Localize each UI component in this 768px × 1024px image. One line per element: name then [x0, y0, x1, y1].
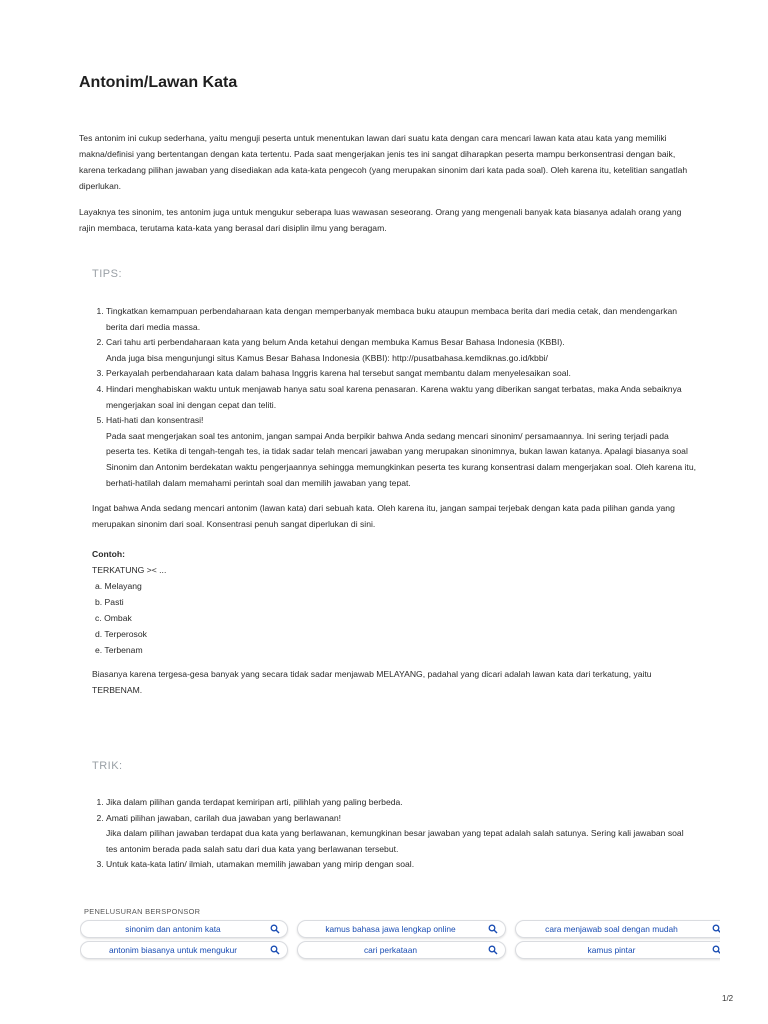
trik-item-text: Jika dalam pilihan ganda terdapat kemiripan arti, pilihlah yang paling berbeda.: [106, 797, 403, 807]
sponsored-chip-label: cara menjawab soal dengan mudah: [545, 924, 678, 934]
trik-item-text: Amati pilihan jawaban, carilah dua jawaban yang berlawanan!: [106, 812, 342, 823]
sponsored-search-label: PENELUSURAN BERSPONSOR: [84, 907, 201, 916]
example-options: [92, 578, 682, 658]
trik-label: TRIK:: [92, 760, 123, 772]
search-icon: [270, 945, 280, 955]
tips-item: [106, 366, 696, 382]
trik-item-extra: Jika dalam pilihan jawaban terdapat dua kata yang berlawanan, kemungkinan besar jawaban yang tepat adalah salah satunya. Sering kali jawaban soal tes antonim berada pada salah satu dari dua kata yang berlawanan tersebut.: [106, 828, 684, 854]
sponsored-chip[interactable]: [515, 920, 720, 938]
page-number: 1/2: [722, 994, 734, 1003]
intro-paragraph-1: Tes antonim ini cukup sederhana, yaitu menguji peserta untuk menentukan lawan dari suatu kata dengan cara mencari lawan kata atau kata yang memiliki makna/definisi yang bertentangan dengan kata tertentu. Pada saat mengerjakan jenis tes ini sangat diharapkan peserta mampu berkonsentrasi dengan baik, karena terkadang pilihan jawaban yang disediakan ada kata-kata pengecoh (yang merupakan sinonim dari kata pada soal). Oleh karena itu, ketelitian sangatlah diperlukan.: [79, 133, 688, 191]
example-question: TERKATUNG >< ...: [92, 565, 167, 575]
trik-item: [106, 857, 696, 873]
page-title: Antonim/Lawan Kata: [79, 74, 238, 91]
search-icon: [712, 924, 720, 934]
tips-item-text: Cari tahu arti perbendaharaan kata yang belum Anda ketahui dengan membuka Kamus Besar Bahasa Indonesia (KBBI).: [106, 337, 565, 348]
example-option: c. Ombak: [95, 613, 132, 623]
example-option: a. Melayang: [95, 581, 142, 591]
tips-item-text: Hindari menghabiskan waktu untuk menjawab hanya satu soal karena penasaran. Karena waktu yang diberikan sangat terbatas, maka Anda sebaiknya mengerjakan soal ini dengan cepat dan teliti.: [106, 383, 682, 410]
sponsored-chip-label: kamus pintar: [587, 945, 636, 955]
search-icon: [270, 924, 280, 934]
example-option: b. Pasti: [95, 597, 124, 607]
trik-item: [106, 811, 696, 858]
tips-note: Ingat bahwa Anda sedang mencari antonim (lawan kata) dari sebuah kata. Oleh karena itu, jangan sampai terjebak dengan kata pada pilihan ganda yang merupakan sinonim dari soal. Konsentrasi penuh sangat diperlukan di sini.: [92, 503, 675, 529]
tips-label: TIPS:: [92, 268, 123, 280]
example-title: Contoh:: [92, 549, 125, 559]
search-icon: [712, 945, 720, 955]
tips-item: [106, 335, 696, 366]
trik-list: [92, 795, 696, 873]
tips-list: [92, 304, 696, 491]
search-icon: [488, 924, 498, 934]
sponsored-search-chips: [80, 918, 720, 962]
example-explanation: Biasanya karena tergesa-gesa banyak yang secara tidak sadar menjawab MELAYANG, padahal yang dicari adalah lawan kata dari terkatung, yaitu TERBENAM.: [92, 669, 652, 695]
sponsored-chip[interactable]: [80, 941, 288, 959]
sponsored-chip-label: sinonim dan antonim kata: [125, 924, 221, 934]
sponsored-chip[interactable]: [515, 941, 720, 959]
tips-item: [106, 304, 696, 335]
intro-paragraph-2: Layaknya tes sinonim, tes antonim juga untuk mengukur seberapa luas wawasan seseorang. Orang yang mengenali banyak kata biasanya adalah orang yang rajin membaca, terutama kata-kata yang berasal dari disiplin ilmu yang beragam.: [79, 207, 682, 233]
example-block: [92, 546, 682, 658]
trik-item-text: Untuk kata-kata latin/ ilmiah, utamakan memilih jawaban yang mirip dengan soal.: [106, 859, 415, 870]
tips-item-text: Tingkatkan kemampuan perbendaharaan kata dengan memperbanyak membaca buku ataupun membaca berita dari media cetak, dan mendengarkan berita dari media massa.: [106, 306, 678, 332]
example-option: d. Terperosok: [95, 629, 147, 639]
sponsored-chip[interactable]: [297, 920, 506, 938]
tips-item: [106, 382, 696, 413]
sponsored-chip-label: kamus bahasa jawa lengkap online: [325, 924, 456, 934]
sponsored-chip[interactable]: [297, 941, 506, 959]
example-option: e. Terbenam: [95, 645, 143, 655]
tips-item-extra: Anda juga bisa mengunjungi situs Kamus Besar Bahasa Indonesia (KBBI): http://pusatbahasa.kemdiknas.go.id/kbbi/: [106, 352, 548, 363]
tips-item-text: Hati-hati dan konsentrasi!: [106, 415, 204, 426]
tips-item-extra: Pada saat mengerjakan soal tes antonim, jangan sampai Anda berpikir bahwa Anda sedang mencari sinonim/ persamaannya. Ini sering terjadi pada peserta tes. Ketika di tengah-tengah tes, ia tidak sadar telah mencari jawaban yang merupakan sinonimnya, bukan lawan katanya. Apalagi biasanya soal Sinonim dan Antonim berdekatan waktu pengerjaannya sehingga memungkinkan peserta tes kurang konsentrasi dalam mengerjakan soal. Oleh karena itu, berhati-hatilah dalam memahami perintah soal dan memilih jawaban yang tepat.: [106, 430, 696, 488]
tips-item-text: Perkayalah perbendaharaan kata dalam bahasa Inggris karena hal tersebut sangat membantu dalam menyelesaikan soal.: [106, 368, 571, 379]
sponsored-chip[interactable]: [80, 920, 288, 938]
sponsored-chip-label: antonim biasanya untuk mengukur: [108, 945, 238, 955]
search-icon: [488, 945, 498, 955]
trik-item: [106, 795, 696, 811]
sponsored-chip-label: cari perkataan: [363, 945, 418, 955]
tips-item: [106, 413, 696, 491]
